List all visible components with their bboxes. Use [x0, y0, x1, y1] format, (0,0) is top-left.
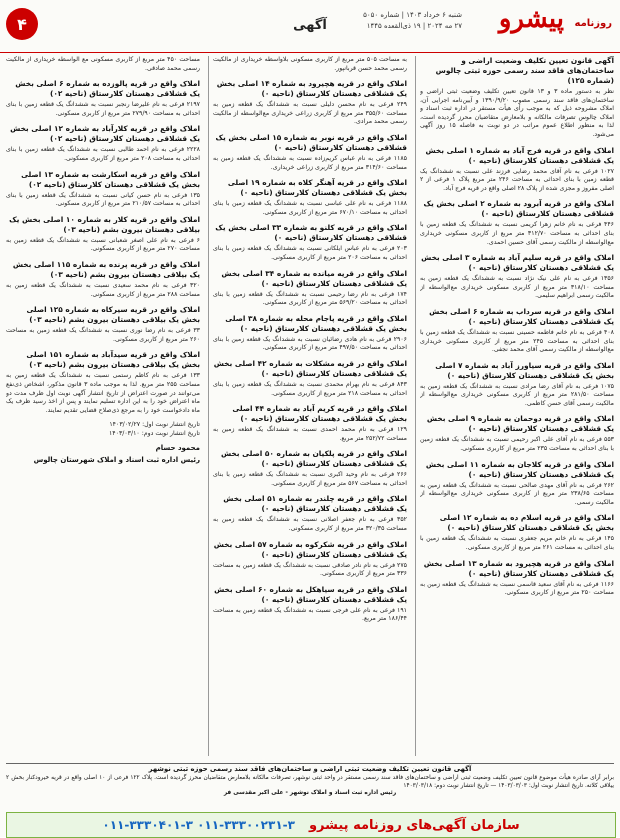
- notice-body: ۲۶۲ فرعی به نام آقای مهدی صالحی نسبت به ششدانگ یک قطعه زمین به مساحت ۲۳۸/۶۵ متر مربع از کاربری مسکونی خریداری مع‌الواسطه از مالکیت رسمی.: [420, 481, 614, 506]
- section-title: آگهی: [293, 18, 327, 33]
- notice-item: [213, 56, 407, 73]
- notice-item: [6, 56, 200, 73]
- notice-body: ۴۰۸ فرعی به نام خانم فاطمه حسینی نسبت به ششدانگ یک قطعه زمین با بنای احداثی به مساحت ۲۴۵ متر مربع از کاربری مسکونی خریداری مع‌الواسطه از مالکیت رسمی آقای محمد نجفی.: [420, 328, 614, 354]
- ads-banner-phones: ۰۱۱-۳۳۳۰۰۲۳۱-۳ ۰۱۱-۳۳۳۰۴۰۱-۳: [102, 818, 295, 832]
- notice-item: [6, 79, 200, 118]
- notice-heading: املاک واقع در قریه سلیم آباد به شماره ۳ اصلی بخش یک قشلاقی دهستان کلارستاق (ناحیه ۰): [421, 253, 614, 273]
- signature-name: محمود حسام: [155, 444, 200, 453]
- notice-column-left: [6, 56, 200, 756]
- notice-item: [6, 170, 200, 209]
- notice-heading: املاک واقع در قریه سیدآباد به شماره ۱۵۱ اصلی بخش یک بیلاقی دهستان بیرون بشم (ناحیه ۰۳): [26, 350, 200, 370]
- notice-heading: املاک واقع در قریه کلارآباد به شماره ۱۲ اصلی بخش یک قشلاقی دهستان کلارستاق (ناحیه ۰۲): [10, 124, 200, 144]
- notice-item: [420, 361, 614, 409]
- notice-body: ۲۴۹ فرعی به نام محسن دلیلی نسبت به ششدانگ یک قطعه زمین به مساحت ۳۵۵/۶۰ متر مربع از کاربری زراعی خریداری مع‌الواسطه از مالکیت رسمی محمد مرادی.: [213, 101, 407, 126]
- notice-heading: املاک واقع در قریه پلکیان به شماره ۵۰ اصلی بخش یک قشلاقی دهستان کلارستاق (ناحیه ۰): [220, 449, 407, 469]
- notice-heading: املاک واقع در قریه آهنگر کلاه به شماره ۱۹ اصلی بخش یک قشلاقی دهستان کلارستاق (ناحیه ۰): [227, 178, 407, 198]
- notice-body: ۱۱۸۸ فرعی به نام علی عباسی نسبت به ششدانگ یک قطعه زمین با بنای احداثی به مساحت ۶۷۰/۱۰ متر مربع از کاربری مسکونی.: [213, 200, 407, 216]
- notice-heading: املاک واقع در قریه کریم آباد به شماره ۴۴ اصلی بخش یک قشلاقی دهستان کلارستاق (ناحیه ۰): [232, 404, 407, 424]
- notice-heading: املاک واقع در قریه اسلام ده به شماره ۱۲ اصلی بخش یک قشلاقی دهستان کلارستاق (ناحیه ۰): [439, 513, 614, 533]
- notice-heading: املاک واقع در قریه نوبر به شماره ۱۵ اصلی بخش یک قشلاقی دهستان کلارستاق (ناحیه ۰): [215, 132, 407, 152]
- signature-title: رئیس اداره ثبت اسناد و املاک شهرستان چالوس: [33, 456, 200, 465]
- notice-heading: املاک واقع در قریه کلار به شماره ۱۰ اصلی بخش یک بیلاقی دهستان بیرون بشم (ناحیه ۰۳): [9, 214, 200, 234]
- notice-body: ۲۲۲۸ فرعی به نام احمد طالبی نسبت به ششدانگ یک قطعه زمین با بنای احداثی به مساحت ۲۰۸ متر مربع از کاربری مسکونی.: [6, 146, 200, 162]
- notice-heading: املاک واقع در قریه اسکارشت به شماره ۱۳ اصلی بخش یک قشلاقی دهستان کلارستاق (ناحیه ۰۲): [21, 169, 200, 189]
- notice-body: ۵۵۳ فرعی به نام آقای علی اکبر رحیمی نسبت به ششدانگ یک قطعه زمین با بنای احداثی به مساحت ۲۳۵ متر مربع از کاربری مسکونی.: [420, 436, 614, 453]
- notice-heading: املاک واقع در قریه هچیرود به شماره ۱۴ اصلی بخش یک قشلاقی دهستان کلارستاق (ناحیه ۰): [216, 79, 407, 99]
- notice-item: [213, 494, 407, 533]
- notice-body: ۳۵۲ فرعی به نام جعفر اصلانی نسبت به ششدانگ یک قطعه زمین به مساحت ۳۲۰/۳۵ متر مربع از کاربری مسکونی.: [213, 516, 407, 533]
- notice-item: [420, 307, 614, 355]
- notice-item: [213, 269, 407, 308]
- notice-body: به مساحت ۵۰۵ متر مربع از کاربری مسکونی بلاواسطه خریداری از مالکیت رسمی محمد حسن قربانپور.: [213, 56, 407, 72]
- notice-item: [420, 414, 614, 453]
- notice-item: [420, 199, 614, 247]
- notice-body: ۱۳۵ فرعی به نام حسن کیانی نسبت به ششدانگ یک قطعه زمین با بنای احداثی به مساحت ۲۱۰/۵۷ متر مربع از کاربری مسکونی.: [6, 191, 200, 208]
- notice-item: [213, 359, 407, 398]
- notice-heading: املاک واقع در قریه سیاورز آباد به شماره ۷ اصلی بخش یک قشلاقی دهستان کلارستاق (ناحیه ۰): [435, 360, 614, 380]
- ads-banner-title: سازمان آگهی‌های روزنامه پیشرو: [308, 817, 520, 833]
- notice-body: ۲۰۳ فرعی به نام عباس ایلکانی نسبت به ششدانگ یک قطعه زمین با بنای احداثی به مساحت ۲۰۶ متر مربع از کاربری مسکونی.: [213, 245, 407, 261]
- notice-body: ۱۰۷۵ فرعی به نام آقای رضا مرادی نسبت به ششدانگ یک قطعه زمین به مساحت ۲۸۱/۵۰ متر مربع از کاربری مسکونی خریداری مع‌الواسطه از مالکیت رسمی آقای حسن کاظمی.: [420, 382, 614, 407]
- notice-item: [213, 314, 407, 353]
- notice-body: ۱۳۵۶ فرعی به نام علی نیک نژاد نسبت به ششدانگ یک قطعه زمین به مساحت ۳۱۸/۱۰ متر مربع از کاربری مسکونی خریداری مع‌الواسطه از مالکیت رسمی ابراهیم سلیمی.: [420, 275, 614, 300]
- notice-heading: املاک واقع در قریه فرج آباد به شماره ۱ اصلی بخش یک قشلاقی دهستان کلارستاق (ناحیه ۰): [425, 145, 614, 165]
- notice-heading: املاک واقع در قریه هچیرود به شماره ۱۳ اصلی بخش یک قشلاقی دهستان کلارستاق (ناحیه ۰): [423, 558, 614, 578]
- notice-heading: املاک واقع در قریه سیرکاه به شماره ۱۲۵ اصلی بخش یک بیلاقی دهستان بیرون بشم (ناحیه ۰۳): [26, 305, 200, 325]
- notice-body: تاریخ انتشار نوبت اول: ۱۴۰۳/۰۲/۲۷ تاریخ انتشار نوبت دوم: ۱۴۰۳/۰۳/۱۰: [108, 421, 200, 437]
- notice-body: ۱۱۸۵ فرعی به نام عباس کریم‌زاده نسبت به ششدانگ یک قطعه زمین به مساحت ۳۱۴/۶۰ متر مربع از کاربری زراعی خریداری.: [213, 154, 407, 171]
- notice-heading: املاک واقع در قریه میانده به شماره ۳۴ اصلی بخش یک قشلاقی دهستان کلارستاق (ناحیه ۰): [221, 268, 407, 288]
- notice-column-right: [420, 56, 614, 756]
- notice-item: [6, 305, 200, 344]
- issue-date-alt-line: ۲۷ مه ۲۰۲۴ | ۱۹ ذی‌القعده ۱۴۴۵: [366, 22, 462, 30]
- notice-item: [213, 178, 407, 217]
- notice-heading: املاک واقع در قریه دوحمان به شماره ۹ اصلی بخش یک قشلاقی دهستان کلارستاق (ناحیه ۰): [426, 414, 614, 434]
- notice-item: [213, 540, 407, 579]
- notice-heading: املاک واقع در قریه پرنده به شماره ۱۱۵ اصلی بخش یک بیلاقی دهستان بیرون بشم (ناحیه ۰۳): [12, 259, 200, 279]
- notice-body: ۱۱۶۶ فرعی به نام آقای سعید قاسمی نسبت به ششدانگ یک قطعه زمین به مساحت ۲۵۰ متر مربع از کاربری مسکونی.: [420, 580, 614, 597]
- notice-heading: املاک واقع در قریه سرداب به شماره ۶ اصلی بخش یک قشلاقی دهستان کلارستاق (ناحیه ۰): [429, 306, 614, 326]
- notice-heading: املاک واقع در قریه آبرود به شماره ۲ اصلی بخش یک قشلاقی دهستان کلارستاق (ناحیه ۰): [423, 199, 614, 219]
- notice-item: [213, 585, 407, 624]
- notice-body: ۳۳ فرعی به نام رضا نوری نسبت به ششدانگ یک قطعه زمین به مساحت ۲۶۰ متر مربع از کاربری مسکونی.: [6, 327, 200, 343]
- notice-item: [6, 421, 200, 438]
- notice-item: [6, 350, 200, 415]
- notice-column-middle: [213, 56, 407, 756]
- footer-notice-heading: آگهی قانون تعیین تکلیف وضعیت ثبتی اراضی و ساختمان‌های فاقد سند رسمی حوزه ثبتی نوشهر: [148, 765, 472, 773]
- notice-body: ۱۹۱ فرعی به نام علی فرجی نسبت به ششدانگ یک قطعه زمین به مساحت ۱۸۶/۴۴ متر مربع.: [213, 606, 407, 623]
- notice-item: [213, 404, 407, 443]
- masthead: [0, 0, 620, 53]
- notice-item: [213, 223, 407, 262]
- notice-body: ۲۶۶ فرعی به نام وحید اکبری نسبت به ششدانگ یک قطعه زمین با بنای احداثی به مساحت ۵۶۷ متر مربع از کاربری مسکونی.: [213, 471, 407, 487]
- notice-item: [420, 460, 614, 508]
- footer-notice-signature: رئیس اداره ثبت اسناد و املاک نوشهر - علی اکبر مقدسی فر: [223, 790, 397, 797]
- issue-date-line: شنبه ۶ خرداد ۱۴۰۳ | شماره ۵۰۵۰: [363, 11, 462, 19]
- notice-body: ۴۴۶ فرعی به نام خانم زهرا کریمی نسبت به ششدانگ یک قطعه زمین با بنای احداثی به مساحت ۳۱۲/۷۰ متر مربع از کاربری مسکونی خریداری مع‌الواسطه از مالکیت رسمی آقای حسین احمدی.: [420, 221, 614, 246]
- notice-heading: املاک واقع در قریه پاجام محله به شماره ۳۸ اصلی بخش یک قشلاقی دهستان کلارستاق (ناحیه ۰): [225, 313, 407, 333]
- notice-body: ۲۹۰۶ فرعی به نام هادی رضائیان نسبت به ششدانگ یک قطعه زمین با بنای احداثی به مساحت ۴۹۷/۵۰ متر مربع از کاربری مسکونی.: [213, 335, 407, 352]
- notice-heading: آگهی قانون تعیین تکلیف وضعیت اراضی و ساختمان‌های فاقد سند رسمی حوزه ثبتی چالوس (شماره ۱۲۵): [435, 56, 614, 85]
- notice-item: [213, 133, 407, 172]
- logo-prefix: روزنامه: [574, 18, 612, 29]
- notice-item: [6, 215, 200, 254]
- notice-item: [213, 79, 407, 127]
- notice-item: [6, 260, 200, 299]
- notice-item: [420, 146, 614, 194]
- notice-body: ۲۷۵ فرعی به نام نادر صادقی نسبت به ششدانگ یک قطعه زمین به مساحت ۳۳۶ متر مربع از کاربری مسکونی.: [213, 561, 407, 578]
- logo-title: پیشرو: [498, 4, 564, 34]
- notice-heading: املاک واقع در قریه کلاجان به شماره ۱۱ اصلی بخش یک قشلاقی دهستان کلارستاق (ناحیه ۰): [425, 459, 614, 479]
- notice-body: ۱۴۵ فرعی به نام خانم مریم جعفری نسبت به ششدانگ یک قطعه زمین با بنای احداثی به مساحت ۲۶۱ متر مربع از کاربری مسکونی.: [420, 535, 614, 552]
- notice-heading: املاک واقع در قریه کلنو به شماره ۳۳ اصلی بخش یک قشلاقی دهستان کلارستاق (ناحیه ۰): [215, 223, 407, 243]
- footer-notice: [6, 763, 614, 810]
- footer-notice-body: برابر آرای صادره هیأت موضوع قانون تعیین تکلیف وضعیت ثبتی اراضی و ساختمان‌های فاقد سند رسمی مستقر در واحد ثبتی نوشهر، تصرفات مالکانه بلامعارض متقاضیان محرز گردیده است. پلاک ۱۲۲ فرعی از ۱۰ اصلی واقع در قریه خیرودکنار بخش ۲ ییلاقی کلاته. تاریخ انتشار نوبت اول: ۱۴۰۳/۰۳/۰۳ — تاریخ انتشار نوبت دوم: ۱۴۰۳/۰۳/۱۸: [6, 775, 614, 789]
- notice-body: مساحت ۴۵۰ متر مربع از کاربری مسکونی مع الواسطه خریداری از مالکیت رسمی محمد صادقی.: [6, 56, 200, 72]
- notice-item: [420, 513, 614, 552]
- notice-heading: املاک واقع در قریه مشکلات به شماره ۴۲ اصلی بخش یک قشلاقی دهستان کلارستاق (ناحیه ۰): [213, 358, 407, 378]
- notice-item: [420, 56, 614, 140]
- notice-item: [420, 253, 614, 301]
- notice-heading: املاک واقع در قریه پالوزده به شماره ۶ اصلی بخش یک قشلاقی دهستان کلارستاق (ناحیه ۰۲): [15, 79, 200, 99]
- page-number-badge: ۴: [6, 8, 38, 40]
- notice-heading: املاک واقع در قریه سیاهکل به شماره ۶۰ اصلی بخش یک قشلاقی دهستان کلارستاق (ناحیه ۰): [214, 584, 407, 604]
- notice-body: نظر به دستور ماده ۳ و ۱۳ قانون تعیین تکلیف وضعیت ثبتی اراضی و ساختمان‌های فاقد سند رسمی مصوب ۱۳۹۰/۹/۲۰ و آیین‌نامه اجرایی آن، املاک مشروحه ذیل که به موجب رأی هیأت مستقر در اداره ثبت اسناد و املاک چالوس تصرفات مالکانه و بلامعارض متقاضیان محرز گردیده است، لذا به منظور اطلاع عموم مراتب در دو نوبت به فاصله ۱۵ روز آگهی می‌شود.: [420, 88, 614, 138]
- notice-item: [6, 124, 200, 163]
- notice-body: ۱۰۲۷ فرعی به نام آقای محمد رضایی فرزند علی نسبت به ششدانگ یک قطعه زمین با بنای احداثی به مساحت ۲۴۶ متر مربع پلاک ۱ فرعی از ۲ اصلی مفروز و مجزی شده از پلاک ۲۸ اصلی واقع در قریه فرج آباد.: [420, 167, 614, 192]
- notice-item: [420, 559, 614, 598]
- notice-body: ۱۳۳ فرعی به نام کاظم رستمی نسبت به ششدانگ یک قطعه زمین به مساحت ۲۵۵ متر مربع. لذا به موجب ماده ۳ قانون مذکور، اشخاص ذی‌نفع می‌توانند در صورت اعتراض از تاریخ انتشار آگهی نوبت اول ظرف مدت دو ماه اعتراض خود را به این اداره تسلیم نمایند و پس از اخذ رسید ظرف یک ماه دادخواست خود را به مرجع ذی‌صلاح قضایی تقدیم نمایند.: [6, 372, 200, 414]
- notice-body: ۲۱۹۷ فرعی به نام علیرضا رنجبر نسبت به ششدانگ یک قطعه زمین با بنای احداثی به مساحت ۲۷۹/۹۰ متر مربع از کاربری مسکونی.: [6, 101, 200, 117]
- notice-item: [213, 449, 407, 488]
- notice-body: ۶ فرعی به نام علی اصغر شعبانی نسبت به ششدانگ یک قطعه زمین به مساحت ۲۷۰ متر مربع از کاربری مسکونی.: [6, 236, 200, 253]
- notice-columns: [6, 56, 614, 756]
- notice-body: ۳۲۰ فرعی به نام محمد سعیدی نسبت به ششدانگ یک قطعه زمین به مساحت ۲۸۸ متر مربع از کاربری مسکونی.: [6, 281, 200, 298]
- notice-heading: املاک واقع در قریه شکرکوه به شماره ۵۷ اصلی بخش یک قشلاقی دهستان کلارستاق (ناحیه ۰): [213, 539, 407, 559]
- ads-banner[interactable]: [6, 812, 616, 838]
- notice-body: ۸۴۳ فرعی به نام بهرام محمدی نسبت به ششدانگ یک قطعه زمین با بنای احداثی به مساحت ۲۱۸ متر مربع از کاربری مسکونی.: [213, 380, 407, 397]
- notice-body: ۱۲۹ فرعی به نام محمد احمدی نسبت به ششدانگ یک قطعه زمین به مساحت ۲۵۲/۷۲ متر مربع.: [213, 426, 407, 442]
- notice-heading: املاک واقع در قریه چلندر به شماره ۵۱ اصلی بخش یک قشلاقی دهستان کلارستاق (ناحیه ۰): [223, 494, 407, 514]
- notice-body: ۱۷۴ فرعی به نام رضا رحیمی نسبت به ششدانگ یک قطعه زمین با بنای احداثی به مساحت ۵۶۹/۲۰ متر مربع از کاربری مسکونی.: [213, 290, 407, 307]
